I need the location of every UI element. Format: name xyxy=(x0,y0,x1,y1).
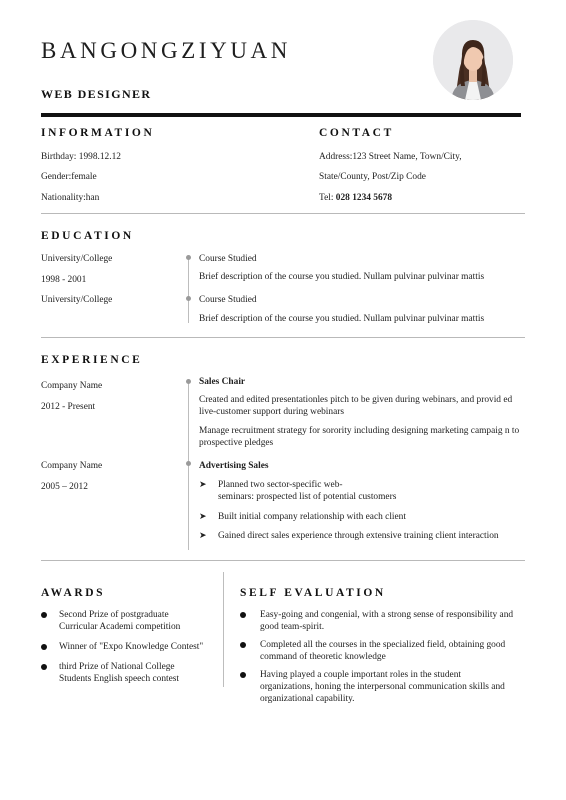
bullet-icon xyxy=(240,642,246,648)
experience-item: Planned two sector-specific web- xyxy=(218,480,343,490)
education-school: University/College xyxy=(41,295,113,305)
bullet-icon xyxy=(41,644,47,650)
contact-heading: CONTACT xyxy=(319,127,394,139)
experience-period: 2012 - Present xyxy=(41,402,96,412)
arrow-bullet-icon: ➤ xyxy=(199,531,207,541)
education-description: Brief description of the course you studied. Nullam pulvinar pulvinar mattis xyxy=(199,314,485,324)
self-evaluation-item: Easy-going and congenial, with a strong sense of responsibility and xyxy=(260,610,514,620)
timeline-dot xyxy=(186,461,191,466)
profile-photo xyxy=(433,20,513,100)
experience-role-title: Sales Chair xyxy=(199,377,246,387)
divider xyxy=(41,337,525,338)
timeline-dot xyxy=(186,255,191,260)
profile-photo-image xyxy=(433,20,513,100)
arrow-bullet-icon: ➤ xyxy=(199,512,207,522)
address-line-2: State/County, Post/Zip Code xyxy=(319,172,426,182)
nationality-text: Nationality:han xyxy=(41,193,100,203)
candidate-name: BANGONGZIYUAN xyxy=(41,38,291,63)
timeline-dot xyxy=(186,296,191,301)
experience-company: Company Name xyxy=(41,381,103,391)
bullet-icon xyxy=(41,664,47,670)
bullet-icon xyxy=(240,672,246,678)
address-line-1: Address:123 Street Name, Town/City, xyxy=(319,152,462,162)
experience-role-title: Advertising Sales xyxy=(199,461,269,471)
bullet-icon xyxy=(240,612,246,618)
experience-item: seminars: prospected list of potential customers xyxy=(218,492,397,502)
timeline-dot xyxy=(186,379,191,384)
information-heading: INFORMATION xyxy=(41,127,155,139)
awards-heading: AWARDS xyxy=(41,587,106,599)
experience-timeline xyxy=(188,383,189,550)
experience-period: 2005 – 2012 xyxy=(41,482,88,492)
award-item: Winner of "Expo Knowledge Contest" xyxy=(59,642,204,652)
education-years: 1998 - 2001 xyxy=(41,275,87,285)
experience-heading: EXPERIENCE xyxy=(41,354,143,366)
arrow-bullet-icon: ➤ xyxy=(199,480,207,490)
award-item: Second Prize of postgraduate xyxy=(59,610,169,620)
self-evaluation-item: organizations, honing the interpersonal communication skills and xyxy=(260,682,505,692)
award-item: Students English speech contest xyxy=(59,674,180,684)
gender-text: Gender:female xyxy=(41,172,97,182)
education-school: University/College xyxy=(41,254,113,264)
bullet-icon xyxy=(41,612,47,618)
divider xyxy=(41,560,525,561)
column-divider xyxy=(223,572,224,687)
birthday-text: Birthday: 1998.12.12 xyxy=(41,152,121,162)
experience-company: Company Name xyxy=(41,461,103,471)
experience-paragraph: Manage recruitment strategy for sorority including designing marketing campaig n to prospective pledges xyxy=(199,426,520,448)
self-evaluation-item: command of theoretic knowledge xyxy=(260,652,386,662)
self-evaluation-item: good team-spirit. xyxy=(260,622,325,632)
award-item: third Prize of National College xyxy=(59,662,175,672)
divider xyxy=(41,213,525,214)
experience-paragraph: Created and edited presentationles pitch to be given during webinars, and provid ed live-customer support during webinars xyxy=(199,395,513,417)
header-divider xyxy=(41,113,521,117)
education-heading: EDUCATION xyxy=(41,230,134,242)
tel-number: 028 1234 5678 xyxy=(335,193,393,203)
education-course: Course Studied xyxy=(199,295,257,305)
self-evaluation-heading: SELF EVALUATION xyxy=(240,587,386,599)
telephone xyxy=(319,192,392,204)
job-title: WEB DESIGNER xyxy=(41,87,152,101)
self-evaluation-item: Completed all the courses in the specialized field, obtaining good xyxy=(260,640,506,650)
award-item: Curricular Academi competition xyxy=(59,622,181,632)
experience-item: Gained direct sales experience through extensive training client interaction xyxy=(218,531,499,541)
tel-label: Tel: xyxy=(319,193,334,203)
education-timeline xyxy=(188,258,189,323)
self-evaluation-item: organizational capability. xyxy=(260,694,355,704)
experience-item: Built initial company relationship with each client xyxy=(218,512,406,522)
education-description: Brief description of the course you studied. Nullam pulvinar pulvinar mattis xyxy=(199,272,485,282)
self-evaluation-item: Having played a couple important roles in the student xyxy=(260,670,461,680)
education-course: Course Studied xyxy=(199,254,257,264)
